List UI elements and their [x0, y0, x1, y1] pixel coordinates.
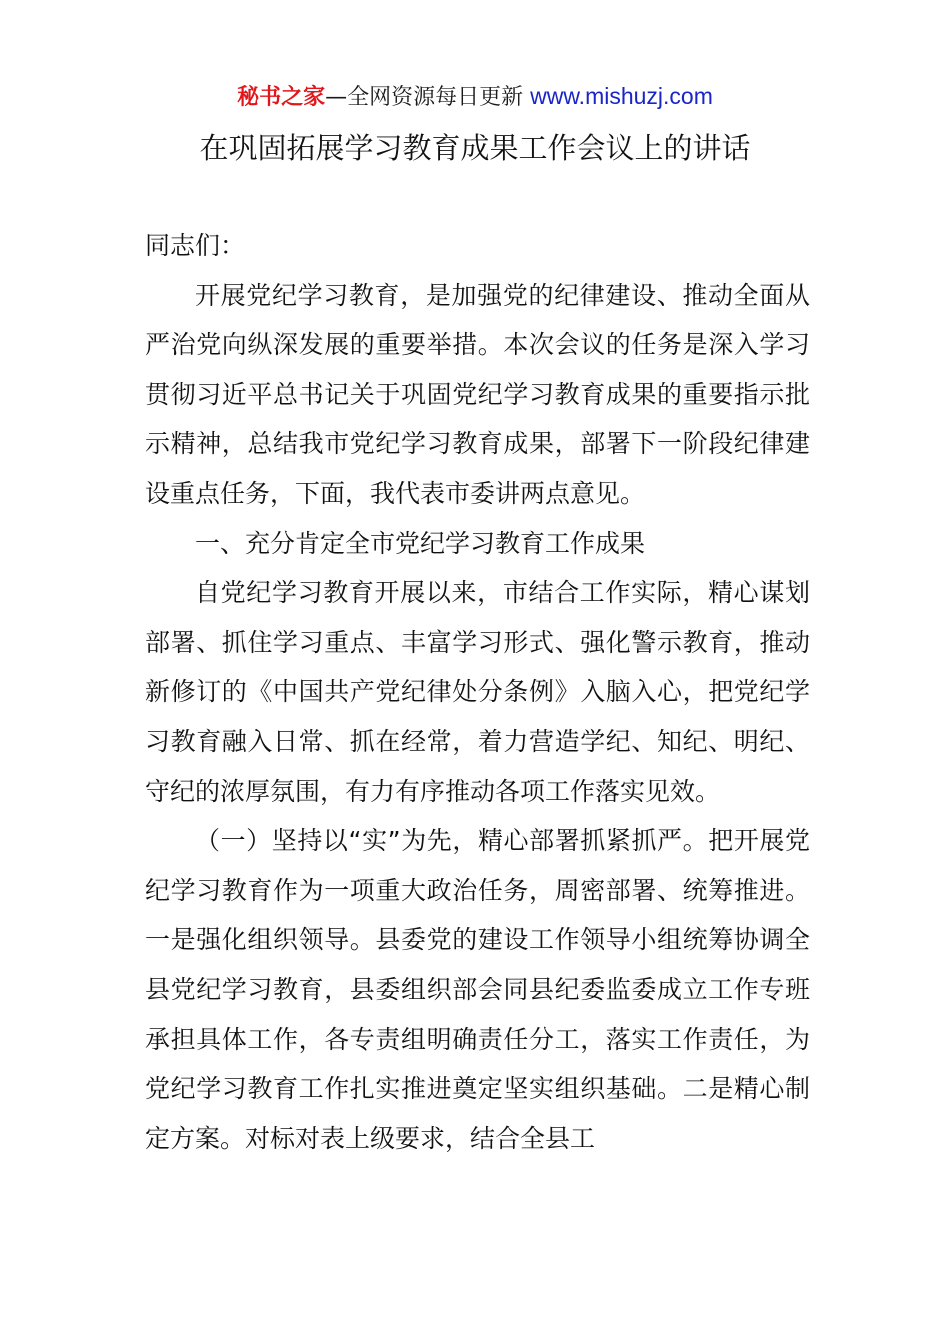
document-body: [145, 221, 810, 1163]
paragraph-intro: 开展党纪学习教育，是加强党的纪律建设、推动全面从严治党向纵深发展的重要举措。本次会议的任务是深入学习贯彻习近平总书记关于巩固党纪学习教育成果的重要指示批示精神，总结我市党纪学习教育成果，部署下一阶段纪律建设重点任务，下面，我代表市委讲两点意见。: [145, 280, 810, 508]
paragraph-subsection-1: （一）坚持以“实”为先，精心部署抓紧抓严。把开展党纪学习教育作为一项重大政治任务，周密部署、统筹推进。一是强化组织领导。县委党的建设工作领导小组统筹协调全县党纪学习教育，县委组织部会同县纪委监委成立工作专班承担具体工作，各专责组明确责任分工，落实工作责任，为党纪学习教育工作扎实推进奠定坚实组织基础。二是精心制定方案。对标对表上级要求，结合全县工: [145, 826, 810, 1153]
document-title: 在巩固拓展学习教育成果工作会议上的讲话: [199, 131, 751, 165]
site-url-link[interactable]: www.mishuzj.com: [530, 83, 713, 109]
site-header: [0, 80, 950, 114]
salutation: 同志们：: [145, 231, 246, 260]
paragraph-achievements: 自党纪学习教育开展以来，市结合工作实际，精心谋划部署、抓住学习重点、丰富学习形式、强化警示教育，推动新修订的《中国共产党纪律处分条例》入脑入心，把党纪学习教育融入日常、抓在经常，着力营造学纪、知纪、明纪、守纪的浓厚氛围，有力有序推动各项工作落实见效。: [145, 578, 810, 806]
site-tagline: —全网资源每日更新: [325, 85, 524, 110]
section-heading-1: 一、充分肯定全市党纪学习教育工作成果: [195, 528, 646, 558]
site-brand: 秘书之家: [237, 85, 326, 110]
